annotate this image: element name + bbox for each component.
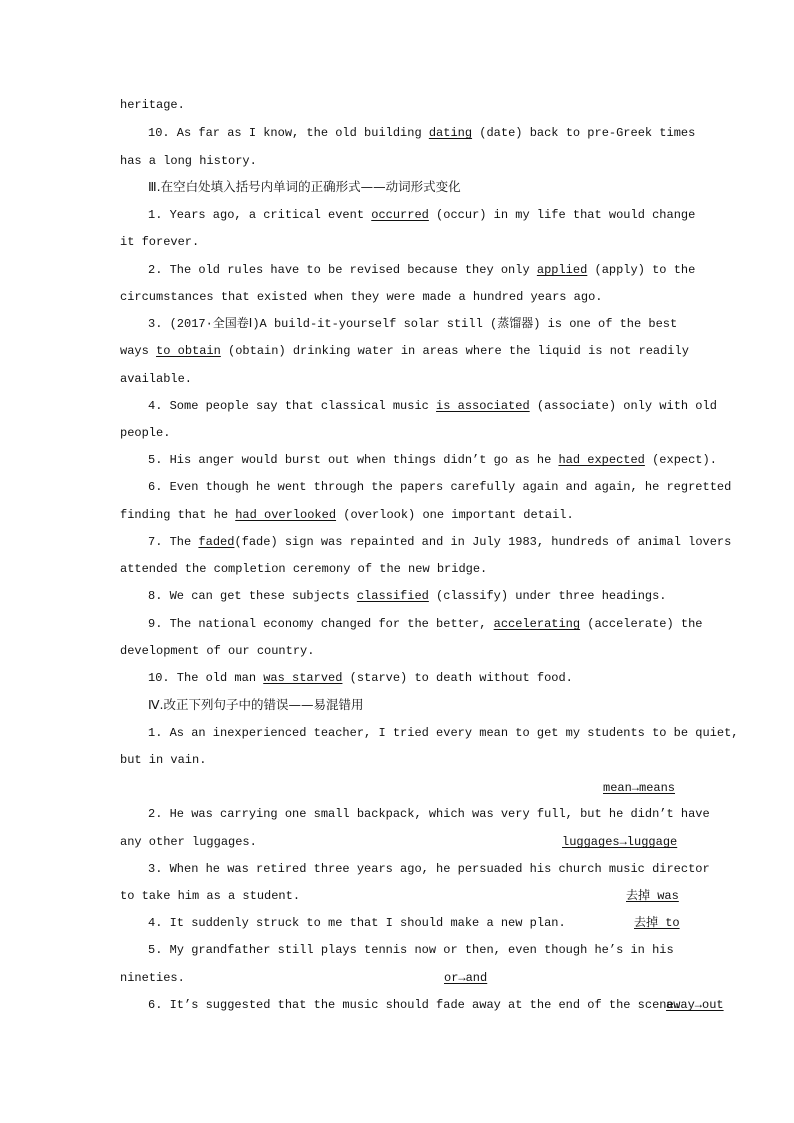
correction-answer: away→out	[666, 998, 724, 1012]
text-line: circumstances that existed when they were made a hundred years ago.	[120, 290, 603, 304]
correction-answer: or→and	[444, 971, 488, 985]
text-line: attended the completion ceremony of the new bridge.	[120, 562, 488, 576]
answer: occurred	[371, 208, 429, 222]
section-heading: Ⅳ.改正下列句子中的错误——易混错用	[148, 697, 364, 712]
answer: to obtain	[156, 344, 221, 358]
text-line: 5. My grandfather still plays tennis now or then, even though he’s in his	[148, 943, 674, 957]
correction-answer: mean→means	[603, 781, 676, 795]
text-line: available.	[120, 372, 193, 386]
text-line: 4. Some people say that classical music is associated (associate) only with old	[148, 399, 717, 413]
text-line: 6. It’s suggested that the music should fade away at the end of the scene.	[148, 998, 681, 1012]
correction-answer: luggages→luggage	[562, 835, 678, 849]
text-line: finding that he had overlooked (overlook) one important detail.	[120, 508, 574, 522]
text-line: 2. The old rules have to be revised because they only applied (apply) to the	[148, 263, 696, 277]
answer: is associated	[436, 399, 530, 413]
text-line: development of our country.	[120, 644, 315, 658]
answer: had overlooked	[235, 508, 337, 522]
text-line: ways to obtain (obtain) drinking water in areas where the liquid is not readily	[120, 344, 689, 358]
text-line: 3. When he was retired three years ago, he persuaded his church music director	[148, 862, 710, 876]
text-line: it forever.	[120, 235, 200, 249]
text-line: heritage.	[120, 98, 185, 112]
answer: faded	[198, 535, 235, 549]
text-line: has a long history.	[120, 154, 257, 168]
text-line: 4. It suddenly struck to me that I should make a new plan.	[148, 916, 566, 930]
text-line: but in vain.	[120, 753, 207, 767]
text-line: 7. The faded(fade) sign was repainted and in July 1983, hundreds of animal lovers	[148, 535, 732, 549]
text-line: 1. As an inexperienced teacher, I tried every mean to get my students to be quiet,	[148, 726, 739, 740]
text-line: 5. His anger would burst out when things didn’t go as he had expected (expect).	[148, 453, 717, 467]
text-line: 6. Even though he went through the papers carefully again and again, he regretted	[148, 480, 732, 494]
text-line: 10. As far as I know, the old building dating (date) back to pre-Greek times	[148, 126, 696, 140]
answer: accelerating	[493, 617, 581, 631]
text-line: 2. He was carrying one small backpack, which was very full, but he didn’t have	[148, 807, 710, 821]
answer: classified	[356, 589, 429, 603]
answer: was starved	[263, 671, 343, 685]
text-line: nineties.	[120, 971, 185, 985]
correction-answer: 去掉 was	[626, 889, 679, 903]
text-line: any other luggages.	[120, 835, 257, 849]
answer: had expected	[558, 453, 645, 467]
answer: dating	[428, 126, 473, 140]
text-line: 1. Years ago, a critical event occurred (occur) in my life that would change	[148, 208, 696, 222]
correction-answer: 去掉 to	[634, 916, 680, 930]
text-line: 3. (2017·全国卷Ⅰ)A build-it-yourself solar still (蒸馏器) is one of the best	[148, 317, 678, 331]
text-line: people.	[120, 426, 171, 440]
text-line: 9. The national economy changed for the better, accelerating (accelerate) the	[148, 617, 703, 631]
section-heading: Ⅲ.在空白处填入括号内单词的正确形式——动词形式变化	[148, 179, 461, 194]
answer: applied	[536, 263, 588, 277]
text-line: 10. The old man was starved (starve) to death without food.	[148, 671, 573, 685]
text-line: 8. We can get these subjects classified (classify) under three headings.	[148, 589, 667, 603]
text-line: to take him as a student.	[120, 889, 301, 903]
